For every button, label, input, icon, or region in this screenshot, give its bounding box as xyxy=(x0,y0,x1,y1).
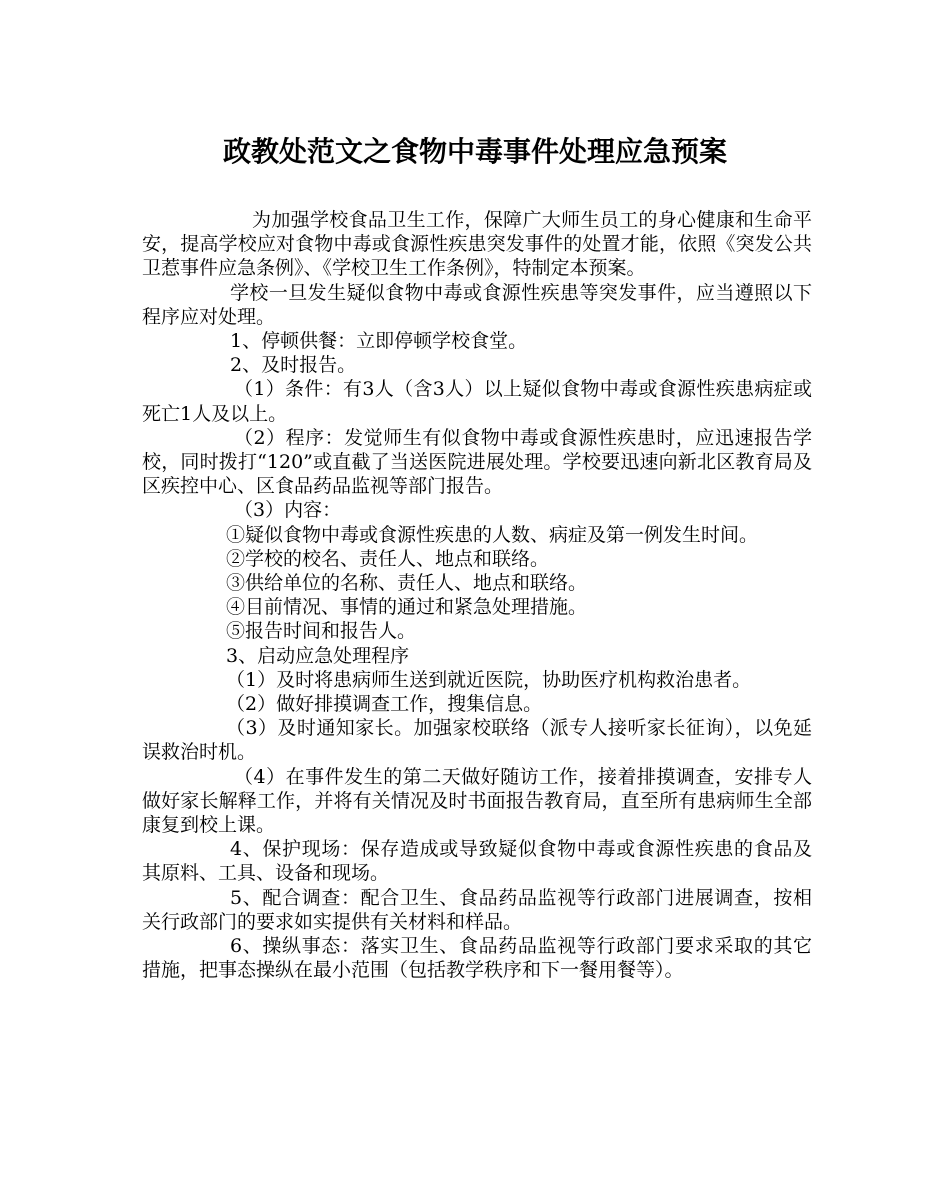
paragraph-step-2-process: （2）程序：发觉师生有似食物中毒或食源性疾患时，应迅速报告学校，同时拨打“120”或直截了当送医院进展处理。学校要迅速向新北区教育局及区疾控中心、区食品药品监视等部门报告。 xyxy=(142,426,812,498)
paragraph-step-3-item-3: （3）及时通知家长。加强家校联络（派专人接听家长征询），以免延误救治时机。 xyxy=(142,717,812,764)
paragraph-step-3-item-4: （4）在事件发生的第二天做好随访工作，接着排摸调查，安排专人做好家长解释工作，并将有关情况及时书面报告教育局，直至所有患病师生全部康复到校上课。 xyxy=(142,765,812,837)
paragraph-step-6: 6、操纵事态：落实卫生、食品药品监视等行政部门要求采取的其它措施，把事态操纵在最小范围（包括教学秩序和下一餐用餐等）。 xyxy=(142,935,812,982)
document-body xyxy=(142,208,812,983)
paragraph-step-2-condition: （1）条件：有3人（含3人）以上疑似食物中毒或食源性疾患病症或死亡1人及以上。 xyxy=(142,378,812,425)
paragraph-content-item-4: ④目前情况、事情的通过和紧急处理措施。 xyxy=(226,596,588,619)
paragraph-intro: 为加强学校食品卫生工作，保障广大师生员工的身心健康和生命平安，提高学校应对食物中毒或食源性疾患突发事件的处置才能，依照《突发公共卫惹事件应急条例》、《学校卫生工作条例》，特制定本预案。 xyxy=(142,209,812,280)
paragraph-content-item-3: ③供给单位的名称、责任人、地点和联络。 xyxy=(226,572,588,595)
paragraph-step-4: 4、保护现场：保存造成或导致疑似食物中毒或食源性疾患的食品及其原料、工具、设备和现场。 xyxy=(142,838,812,885)
document-title: 政教处范文之食物中毒事件处理应急预案 xyxy=(222,135,727,168)
paragraph-procedure-intro: 学校一旦发生疑似食物中毒或食源性疾患等突发事件，应当遵照以下程序应对处理。 xyxy=(142,281,812,328)
paragraph-step-2-content: （3）内容： xyxy=(234,499,342,522)
paragraph-content-item-5: ⑤报告时间和报告人。 xyxy=(226,620,417,643)
paragraph-step-3-item-1: （1）及时将患病师生送到就近医院，协助医疗机构救治患者。 xyxy=(226,668,752,691)
paragraph-step-3-item-2: （2）做好排摸调查工作，搜集信息。 xyxy=(226,693,543,716)
paragraph-step-3: 3、启动应急处理程序 xyxy=(226,644,410,667)
paragraph-content-item-2: ②学校的校名、责任人、地点和联络。 xyxy=(226,547,550,570)
paragraph-content-item-1: ①疑似食物中毒或食源性疾患的人数、病症及第一例发生时间。 xyxy=(226,523,759,546)
paragraph-step-5: 5、配合调查：配合卫生、食品药品监视等行政部门进展调查，按相关行政部门的要求如实提供有关材料和样品。 xyxy=(142,886,812,933)
paragraph-step-1: 1、停顿供餐：立即停顿学校食堂。 xyxy=(230,330,528,353)
paragraph-step-2: 2、及时报告。 xyxy=(230,354,357,377)
